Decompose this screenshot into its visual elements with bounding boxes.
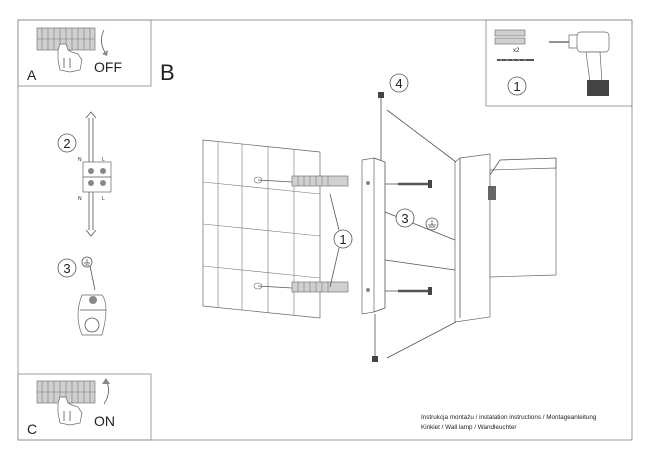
panel-b-letter: B bbox=[160, 60, 175, 85]
drill-icon bbox=[549, 32, 609, 96]
wall-plug-icon bbox=[495, 30, 525, 44]
panel-a-off-label: OFF bbox=[94, 59, 122, 75]
step-1-label-main: 1 bbox=[339, 232, 347, 247]
turn-arrow-icon bbox=[101, 30, 106, 54]
panel-a-letter: A bbox=[27, 67, 37, 83]
terminal-n-bottom: N bbox=[78, 196, 82, 202]
step-3-label-left: 3 bbox=[63, 261, 71, 276]
terminal-n-top: N bbox=[78, 157, 82, 163]
terminal-block-icon bbox=[83, 162, 111, 192]
lamp-wires-icon bbox=[86, 192, 96, 236]
footer-title: Instrukcja montażu / instalation instructions / Montageanleitung bbox=[421, 414, 597, 421]
panel-c-letter: C bbox=[27, 421, 38, 437]
screw-top bbox=[385, 180, 432, 188]
step-2-label: 2 bbox=[63, 136, 71, 151]
end-cap-top bbox=[378, 92, 384, 160]
ground-symbol-icon bbox=[82, 257, 92, 267]
mounting-bracket bbox=[362, 158, 385, 314]
terminal-l-top: L bbox=[102, 157, 105, 163]
plug-multiplier: x2 bbox=[513, 48, 520, 54]
footer-subtitle: Kinkiet / Wall lamp / Wandleuchter bbox=[421, 424, 517, 431]
step-3-label-main: 3 bbox=[401, 211, 409, 226]
screw-bottom bbox=[385, 287, 432, 295]
tools-panel bbox=[486, 20, 632, 106]
panel-c-on-label: ON bbox=[94, 413, 115, 429]
step-1-label-tools: 1 bbox=[513, 79, 521, 94]
terminal-l-bottom: L bbox=[102, 196, 105, 202]
lamp-body bbox=[455, 154, 556, 322]
ground-step bbox=[58, 257, 106, 335]
ground-terminal-icon bbox=[78, 295, 106, 335]
ground-connection bbox=[385, 212, 455, 270]
screw-icon bbox=[497, 58, 534, 62]
panel-a bbox=[18, 20, 151, 86]
wiring-step bbox=[58, 112, 111, 236]
supply-wires-icon bbox=[86, 112, 96, 162]
step-4-label: 4 bbox=[395, 76, 403, 91]
panel-c bbox=[18, 374, 151, 440]
end-cap-bottom bbox=[372, 314, 378, 362]
